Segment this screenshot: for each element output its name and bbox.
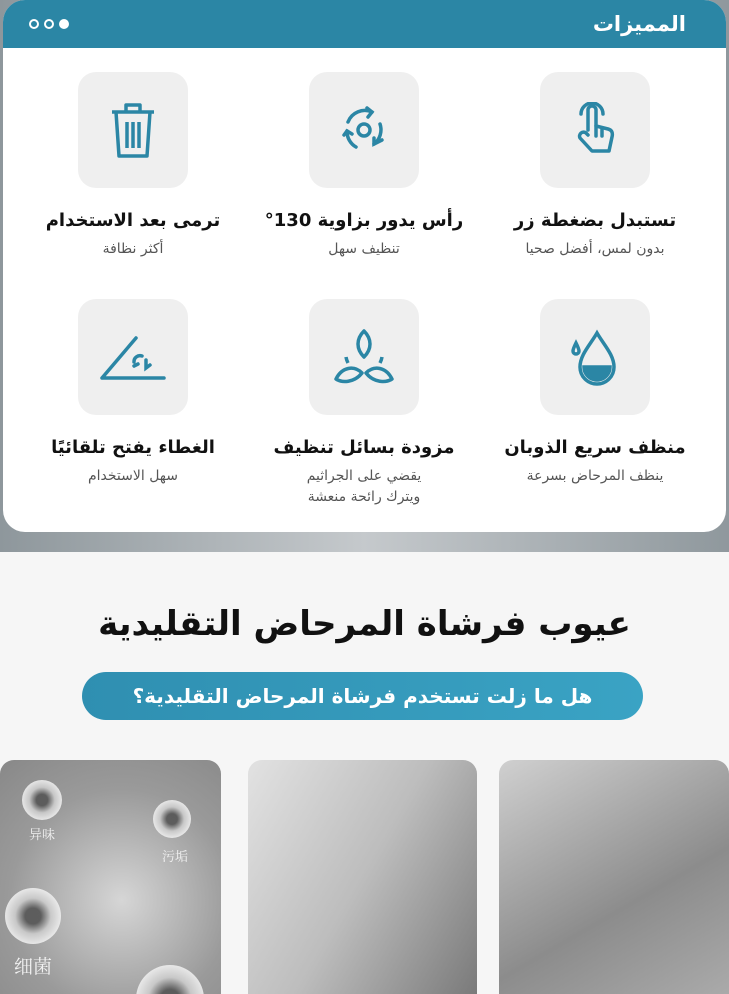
feature-title: رأس يدور بزاوية 130°: [264, 210, 464, 231]
question-banner: هل ما زلت تستخدم فرشاة المرحاض التقليدية؟: [82, 672, 643, 720]
feature-title: الغطاء يفتح تلقائيًا: [51, 437, 215, 458]
germ-bubble: [22, 780, 62, 820]
feature-item: [249, 299, 479, 508]
feature-title: ترمى بعد الاستخدام: [45, 210, 221, 231]
feature-item: [18, 72, 248, 260]
feature-subtitle-line: يقضي على الجراثيم: [306, 468, 422, 484]
dot-icon: [29, 19, 39, 29]
features-header: [3, 0, 726, 48]
germ-bubble: [136, 965, 204, 994]
water-drop-icon: [540, 299, 650, 415]
feature-item: [18, 299, 248, 487]
feature-subtitle: تنظيف سهل: [328, 241, 400, 257]
feature-item: [249, 72, 479, 260]
feature-subtitle: ينظف المرحاض بسرعة: [526, 468, 664, 484]
feature-subtitle: بدون لمس، أفضل صحيا: [525, 241, 665, 257]
feature-subtitle: [249, 466, 479, 508]
bacteria-brush-photo: [0, 760, 221, 994]
gloved-cleaning-photo: [248, 760, 477, 994]
germ-bubble: [153, 800, 191, 838]
germ-bubble: [5, 888, 61, 944]
touch-hand-icon: [540, 72, 650, 188]
feature-title: منظف سريع الذوبان: [504, 437, 686, 458]
window-dots: [29, 19, 69, 29]
feature-title: تستبدل بضغطة زر: [513, 210, 677, 231]
leaves-icon: [309, 299, 419, 415]
dot-icon: [59, 19, 69, 29]
odor-label: 异味: [29, 828, 56, 843]
feature-subtitle: أكثر نظافة: [102, 241, 164, 257]
feature-item: [480, 72, 710, 260]
feature-title: مزودة بسائل تنظيف: [273, 437, 455, 458]
old-brush-photo: [499, 760, 729, 994]
section-title: عيوب فرشاة المرحاض التقليدية: [98, 604, 631, 644]
features-card: [3, 0, 726, 532]
rotate-head-icon: [309, 72, 419, 188]
feature-subtitle: سهل الاستخدام: [87, 468, 178, 484]
lid-open-icon: [78, 299, 188, 415]
dot-icon: [44, 19, 54, 29]
bacteria-label: 细菌: [14, 956, 53, 978]
dirt-label: 污垢: [162, 850, 189, 865]
feature-subtitle-line: ويترك رائحة منعشة: [307, 489, 421, 505]
section-background: [0, 552, 729, 760]
trash-bin-icon: [78, 72, 188, 188]
features-title: المميزات: [592, 12, 686, 36]
feature-item: [480, 299, 710, 487]
